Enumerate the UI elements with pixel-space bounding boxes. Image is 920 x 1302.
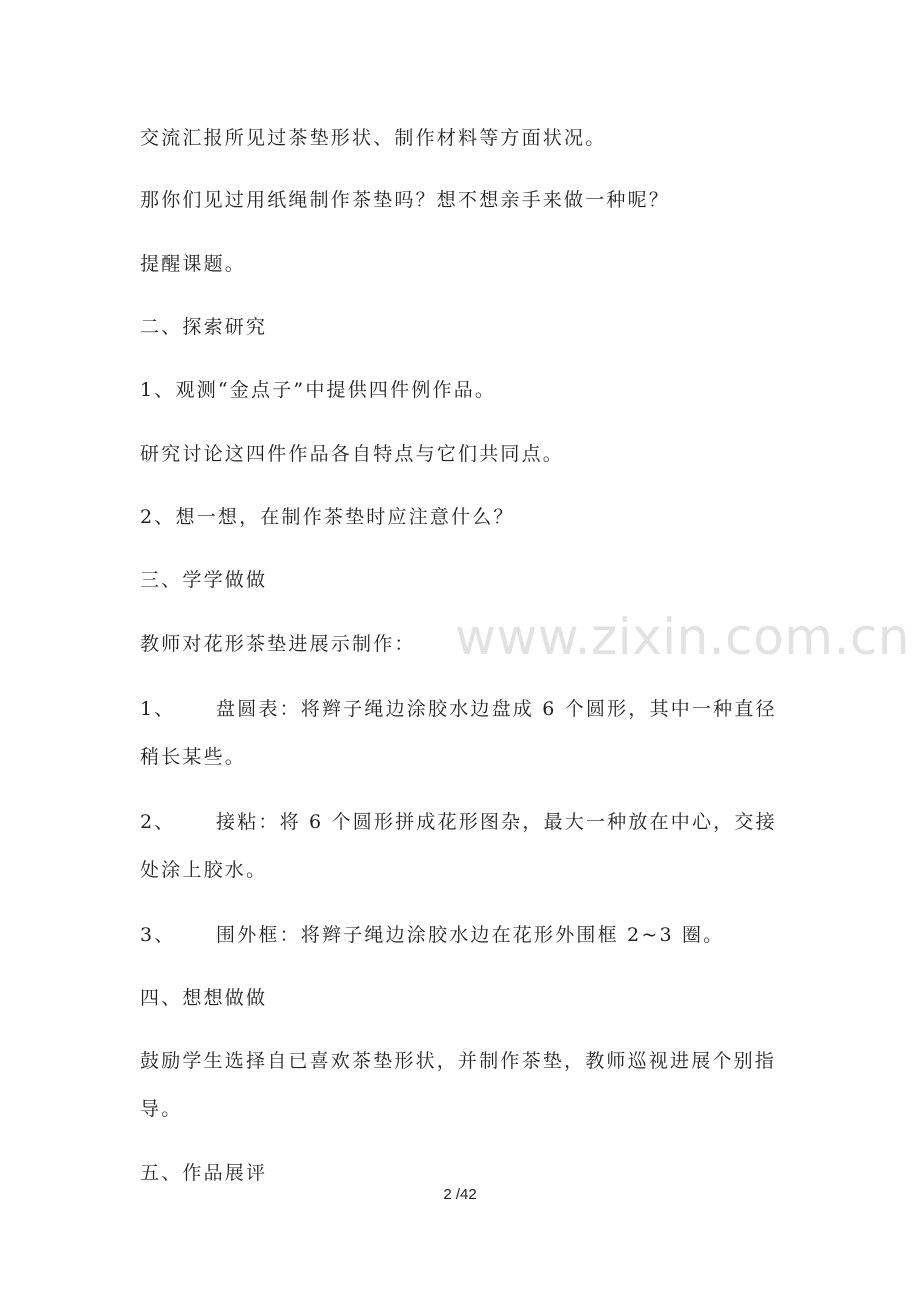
page-separator: / <box>455 1186 460 1203</box>
current-page: 2 <box>443 1186 452 1203</box>
section-heading: 四、想想做做 <box>140 987 268 1009</box>
paragraph: 导。 <box>140 1098 183 1120</box>
step-item <box>140 695 785 723</box>
step-text: 接粘：将 6 个圆形拼成花形图杂，最大一种放在中心，交接 <box>216 811 777 833</box>
section-heading: 五、作品展评 <box>140 1162 268 1184</box>
step-number: 2、 <box>140 811 176 833</box>
step-continuation: 处涂上胶水。 <box>140 859 268 881</box>
paragraph: 交流汇报所见过茶垫形状、制作材料等方面状况。 <box>140 127 607 149</box>
paragraph: 提醒课题。 <box>140 253 247 275</box>
step-item <box>140 808 785 836</box>
total-pages: 42 <box>460 1186 477 1203</box>
paragraph: 鼓励学生选择自已喜欢茶垫形状，并制作茶垫，教师巡视进展个别指 <box>140 1050 777 1072</box>
step-text: 盘圆表：将辫子绳边涂胶水边盘成 6 个圆形，其中一种直径 <box>216 698 777 720</box>
paragraph: 2、想一想，在制作茶垫时应注意什么？ <box>140 506 515 528</box>
step-text: 围外框：将辫子绳边涂胶水边在花形外围框 2~3 圈。 <box>216 924 725 946</box>
step-continuation: 稍长某些。 <box>140 746 247 768</box>
paragraph: 研究讨论这四件作品各自特点与它们共同点。 <box>140 443 565 465</box>
step-item <box>140 921 785 949</box>
paragraph: 那你们见过用纸绳制作茶垫吗？想不想亲手来做一种呢？ <box>140 189 671 211</box>
watermark: www.zixin.com.cn <box>455 608 911 666</box>
section-heading: 三、学学做做 <box>140 569 268 591</box>
step-number: 3、 <box>140 924 176 946</box>
step-number: 1、 <box>140 698 176 720</box>
page-number <box>0 1186 920 1203</box>
section-heading: 二、探索研究 <box>140 316 268 338</box>
paragraph: 教师对花形茶垫进展示制作： <box>140 633 416 655</box>
paragraph: 1、观测“金点子”中提供四件例作品。 <box>140 379 497 401</box>
